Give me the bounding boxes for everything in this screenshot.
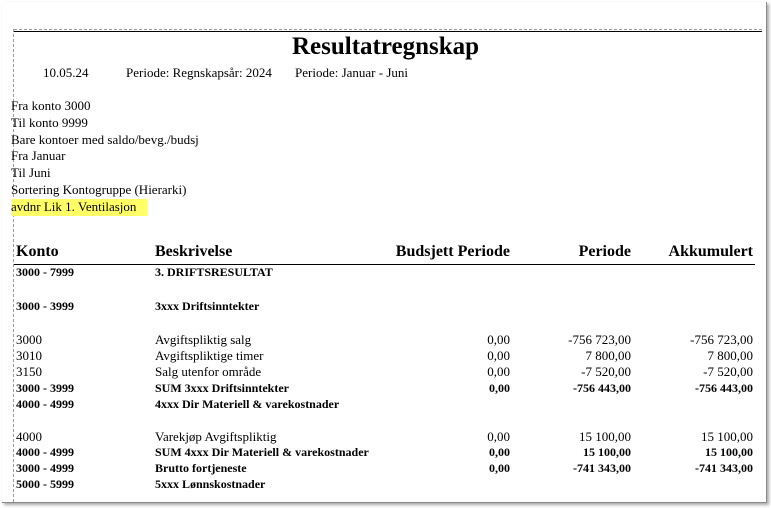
row-konto: 3000 - 4999	[16, 461, 74, 475]
row-budsjett: 0,00	[487, 332, 510, 347]
row-description: 3. DRIFTSRESULTAT	[155, 265, 273, 279]
table-row	[0, 364, 771, 380]
row-konto: 3000 - 3999	[16, 299, 74, 313]
row-description: Salg utenfor område	[155, 364, 262, 379]
table-row	[0, 348, 771, 364]
row-description: 5xxx Lønnskostnader	[155, 477, 266, 491]
param-to-month: Til Juni	[11, 165, 51, 181]
table-row-group-heading	[0, 477, 771, 493]
table-row-subtotal	[0, 461, 771, 477]
row-budsjett: 0,00	[489, 381, 510, 395]
row-budsjett: 0,00	[489, 461, 510, 475]
row-akkumulert: -756 443,00	[695, 381, 753, 395]
row-periode: 15 100,00	[583, 445, 631, 459]
row-description: 3xxx Driftsinntekter	[155, 299, 260, 313]
row-konto: 3010	[16, 348, 42, 363]
table-row-group-heading	[0, 265, 771, 281]
row-periode: -756 723,00	[568, 332, 631, 347]
param-from-month: Fra Januar	[11, 148, 66, 164]
row-konto: 3150	[16, 364, 42, 379]
row-konto: 3000 - 7999	[16, 265, 74, 279]
row-budsjett: 0,00	[489, 445, 510, 459]
row-periode: -7 520,00	[581, 364, 631, 379]
row-description: SUM 4xxx Dir Materiell & varekostnader	[155, 445, 369, 459]
table-row-group-heading	[0, 299, 771, 315]
report-period-year: Periode: Regnskapsår: 2024	[126, 65, 272, 80]
row-akkumulert: -741 343,00	[695, 461, 753, 475]
row-description: Varekjøp Avgiftspliktig	[155, 429, 277, 444]
row-akkumulert: 7 800,00	[707, 348, 753, 363]
column-header-periode: Periode	[578, 243, 631, 260]
page-top-rule	[14, 31, 762, 32]
report-period-range: Periode: Januar - Juni	[295, 65, 409, 80]
row-periode: -756 443,00	[573, 381, 631, 395]
table-row	[0, 332, 771, 348]
report-title: Resultatregnskap	[291, 33, 480, 60]
row-akkumulert: 15 100,00	[705, 445, 753, 459]
column-header-budsjett: Budsjett Periode	[395, 243, 510, 260]
row-description: Avgiftspliktig salg	[155, 332, 252, 347]
table-row-subtotal	[0, 445, 771, 461]
report-parameters	[11, 98, 199, 216]
row-description: Brutto fortjeneste	[155, 461, 247, 475]
row-konto: 3000 - 3999	[16, 381, 74, 395]
row-periode: 15 100,00	[579, 429, 631, 444]
report-date: 10.05.24	[43, 65, 89, 80]
table-row-subtotal	[0, 381, 771, 397]
table-row	[0, 429, 771, 445]
row-konto: 5000 - 5999	[16, 477, 74, 491]
column-header-beskrivelse: Beskrivelse	[155, 243, 233, 260]
param-to-account: Til konto 9999	[11, 114, 88, 130]
column-header-konto: Konto	[16, 243, 59, 260]
page-top-dashed-border	[14, 29, 762, 30]
row-description: Avgiftspliktige timer	[155, 348, 264, 363]
param-from-account: Fra konto 3000	[11, 98, 91, 113]
table-row-group-heading	[0, 397, 771, 413]
row-budsjett: 0,00	[487, 364, 510, 379]
row-akkumulert: -7 520,00	[703, 364, 753, 379]
row-konto: 4000 - 4999	[16, 445, 74, 459]
row-akkumulert: -756 723,00	[690, 332, 753, 347]
row-budsjett: 0,00	[487, 429, 510, 444]
param-department-highlight: avdnr Lik 1. Ventilasjon	[11, 199, 147, 216]
param-sorting: Sortering Kontogruppe (Hierarki)	[11, 181, 187, 197]
row-description: 4xxx Dir Materiell & varekostnader	[155, 397, 340, 411]
row-budsjett: 0,00	[487, 348, 510, 363]
column-header-akkumulert: Akkumulert	[668, 243, 753, 260]
row-konto: 3000	[16, 332, 42, 347]
row-konto: 4000 - 4999	[16, 397, 74, 411]
row-description: SUM 3xxx Driftsinntekter	[155, 381, 289, 395]
row-periode: -741 343,00	[573, 461, 631, 475]
param-balance-filter: Bare kontoer med saldo/bevg./budsj	[11, 131, 199, 147]
row-akkumulert: 15 100,00	[701, 429, 753, 444]
row-konto: 4000	[16, 429, 42, 444]
row-periode: 7 800,00	[585, 348, 631, 363]
